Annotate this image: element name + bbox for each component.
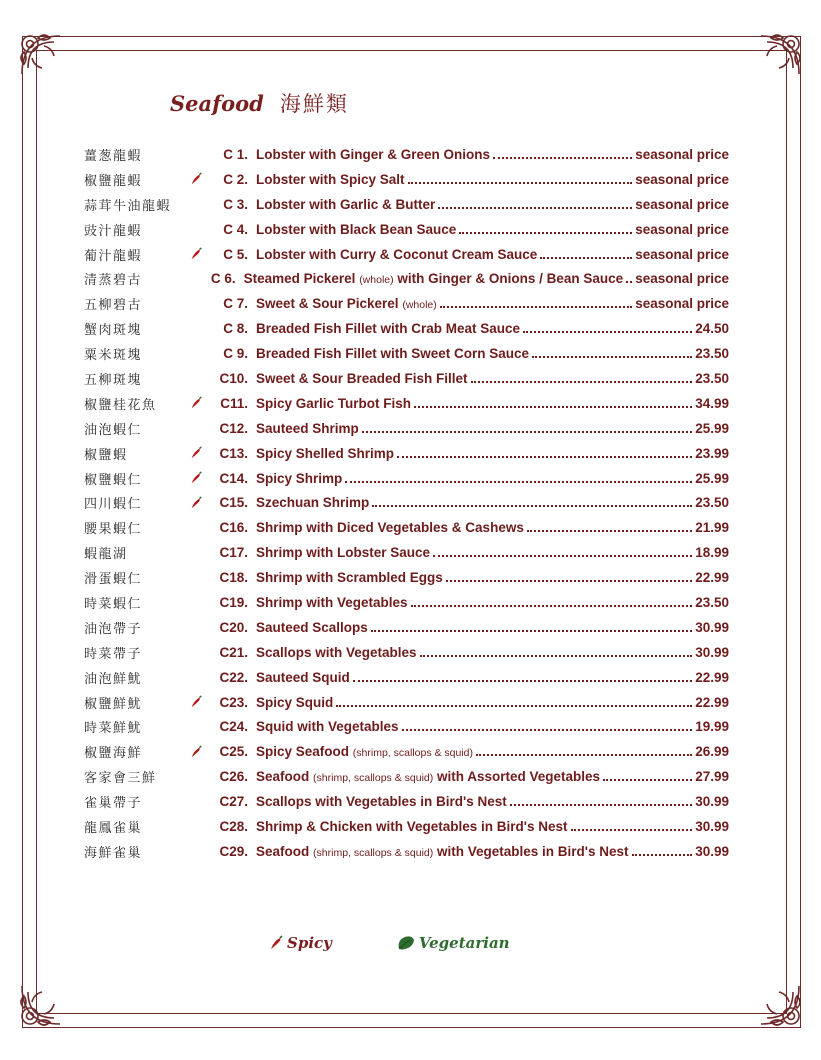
- item-name-continued: with Ginger & Onions / Bean Sauce: [397, 271, 624, 287]
- corner-ornament-icon: [14, 28, 68, 82]
- dot-leader: [440, 306, 632, 308]
- spicy-slot: [176, 271, 198, 287]
- item-name: Shrimp & Chicken with Vegetables in Bird's Nest: [256, 818, 568, 834]
- item-description: [256, 321, 729, 336]
- dot-leader: [540, 257, 632, 259]
- item-description: [256, 595, 729, 610]
- title-chinese: 海鮮類: [279, 92, 349, 116]
- item-name: Lobster with Garlic & Butter: [256, 196, 436, 212]
- menu-item-row: [84, 217, 729, 242]
- legend-spicy: [268, 934, 332, 952]
- item-code: C20.: [219, 619, 248, 635]
- item-chinese-name: 椒鹽蝦: [84, 447, 128, 463]
- item-price: 30.99: [695, 818, 729, 834]
- dot-leader: [433, 555, 692, 557]
- item-chinese-name: 時菜鮮魷: [84, 721, 143, 737]
- item-chinese-name: 薑葱龍蝦: [84, 148, 143, 164]
- item-code: C27.: [219, 794, 248, 810]
- spicy-slot: [184, 346, 208, 362]
- leaf-icon: [396, 934, 416, 952]
- item-price: 22.99: [695, 669, 729, 685]
- item-name: Shrimp with Scrambled Eggs: [256, 570, 443, 586]
- chili-pepper-icon: [184, 470, 208, 486]
- item-price: 22.99: [695, 694, 729, 710]
- item-code: C14.: [219, 470, 248, 486]
- item-description: [256, 421, 729, 436]
- item-price: 25.99: [695, 470, 729, 486]
- dot-leader: [471, 381, 693, 383]
- item-code: C15.: [219, 495, 248, 511]
- item-price: 23.50: [695, 594, 729, 610]
- item-name: Shrimp with Vegetables: [256, 594, 408, 610]
- item-name: Lobster with Black Bean Sauce: [256, 221, 457, 237]
- menu-item-row: [84, 242, 729, 267]
- item-note: (whole): [359, 274, 394, 287]
- item-code: C18.: [219, 570, 248, 586]
- item-code: C22.: [219, 669, 248, 685]
- dot-leader: [523, 331, 692, 333]
- item-chinese-name: 雀巢帶子: [84, 796, 143, 812]
- spicy-slot: [184, 769, 208, 785]
- menu-list: [84, 142, 729, 864]
- dot-leader: [414, 406, 692, 408]
- item-chinese-name: 四川蝦仁: [84, 497, 143, 513]
- dot-leader: [532, 356, 692, 358]
- item-chinese-name: 五柳碧古: [84, 298, 143, 314]
- item-code: C25.: [219, 744, 248, 760]
- dot-leader: [571, 829, 693, 831]
- spicy-slot: [184, 196, 208, 212]
- item-name: Squid with Vegetables: [256, 719, 399, 735]
- chili-pepper-icon: [184, 395, 208, 411]
- menu-item-row: [84, 341, 729, 366]
- item-chinese-name: 蝦龍湖: [84, 547, 128, 563]
- menu-item-row: [84, 640, 729, 665]
- item-price: seasonal price: [635, 221, 729, 237]
- item-description: [256, 495, 729, 510]
- dot-leader: [371, 630, 692, 632]
- corner-ornament-icon: [753, 28, 807, 82]
- spicy-slot: [184, 719, 208, 735]
- dot-leader: [408, 182, 633, 184]
- dot-leader: [345, 481, 692, 483]
- item-description: [256, 719, 729, 734]
- item-code: C 2.: [223, 171, 248, 187]
- menu-item-row: [84, 665, 729, 690]
- item-chinese-name: 腰果蝦仁: [84, 522, 143, 538]
- dot-leader: [336, 705, 692, 707]
- item-chinese-name: 客家會三鮮: [84, 771, 157, 787]
- item-chinese-name: 蟹肉斑塊: [84, 323, 143, 339]
- item-price: 24.50: [695, 321, 729, 337]
- item-code: C21.: [219, 644, 248, 660]
- item-description: [256, 446, 729, 461]
- item-chinese-name: 豉汁龍蝦: [84, 223, 143, 239]
- spicy-slot: [184, 146, 208, 162]
- dot-leader: [632, 854, 693, 856]
- item-code: C13.: [219, 445, 248, 461]
- menu-item-row: [84, 167, 729, 192]
- dot-leader: [603, 779, 692, 781]
- menu-item-row: [84, 142, 729, 167]
- item-description: [256, 247, 729, 262]
- item-price: seasonal price: [635, 296, 729, 312]
- spicy-slot: [184, 420, 208, 436]
- dot-leader: [402, 729, 693, 731]
- item-description: [256, 695, 729, 710]
- dot-leader: [459, 232, 632, 234]
- item-description: [256, 670, 729, 685]
- item-name: Spicy Shrimp: [256, 470, 343, 486]
- item-chinese-name: 椒鹽桂花魚: [84, 397, 157, 413]
- menu-item-row: [84, 391, 729, 416]
- item-price: 23.50: [695, 370, 729, 386]
- item-code: C24.: [219, 719, 248, 735]
- item-note: (shrimp, scallops & squid): [352, 747, 474, 760]
- item-name: Lobster with Spicy Salt: [256, 171, 405, 187]
- menu-item-row: [84, 714, 729, 739]
- item-name: Lobster with Ginger & Green Onions: [256, 146, 491, 162]
- item-name: Seafood: [256, 843, 310, 859]
- menu-item-row: [84, 814, 729, 839]
- item-chinese-name: 五柳斑塊: [84, 372, 143, 388]
- item-description: [256, 222, 729, 237]
- item-name: Spicy Seafood: [256, 744, 350, 760]
- item-code: C10.: [219, 370, 248, 386]
- item-price: 25.99: [695, 420, 729, 436]
- item-code: C28.: [219, 818, 248, 834]
- spicy-slot: [184, 545, 208, 561]
- item-code: C 7.: [223, 296, 248, 312]
- item-chinese-name: 龍鳳雀巢: [84, 820, 143, 836]
- item-chinese-name: 葡汁龍蝦: [84, 248, 143, 264]
- item-price: 19.99: [695, 719, 729, 735]
- item-description: [256, 744, 729, 759]
- item-description: [256, 296, 729, 311]
- item-chinese-name: 時菜蝦仁: [84, 596, 143, 612]
- item-description: [256, 371, 729, 386]
- item-price: seasonal price: [635, 246, 729, 262]
- item-chinese-name: 油泡帶子: [84, 621, 143, 637]
- dot-leader: [476, 754, 692, 756]
- spicy-slot: [184, 370, 208, 386]
- item-chinese-name: 椒鹽蝦仁: [84, 472, 143, 488]
- dot-leader: [397, 456, 692, 458]
- spicy-slot: [184, 296, 208, 312]
- menu-item-row: [84, 540, 729, 565]
- item-code: C 1.: [223, 146, 248, 162]
- item-name: Seafood: [256, 769, 310, 785]
- legend-spicy-label: Spicy: [287, 934, 332, 952]
- item-name: Sauteed Shrimp: [256, 420, 359, 436]
- item-code: C 3.: [223, 196, 248, 212]
- item-name: Szechuan Shrimp: [256, 495, 370, 511]
- item-code: C23.: [219, 694, 248, 710]
- chili-pepper-icon: [184, 246, 208, 262]
- dot-leader: [353, 680, 692, 682]
- item-note: (shrimp, scallops & squid): [313, 846, 434, 859]
- item-chinese-name: 椒鹽海鮮: [84, 746, 143, 762]
- item-note: (shrimp, scallops & squid): [313, 772, 434, 785]
- item-price: 22.99: [695, 570, 729, 586]
- item-chinese-name: 蒜茸牛油龍蝦: [84, 198, 172, 214]
- menu-item-row: [84, 291, 729, 316]
- item-description: [256, 794, 729, 809]
- spicy-slot: [184, 644, 208, 660]
- menu-item-row: [84, 490, 729, 515]
- item-name: Sauteed Scallops: [256, 619, 368, 635]
- item-name: Sweet & Sour Pickerel: [256, 296, 399, 312]
- item-description: [256, 147, 729, 162]
- item-price: seasonal price: [635, 271, 729, 287]
- chili-pepper-icon: [184, 445, 208, 461]
- item-description: [256, 346, 729, 361]
- item-chinese-name: 椒鹽龍蝦: [84, 173, 143, 189]
- item-code: C 6.: [210, 271, 236, 287]
- spicy-slot: [184, 221, 208, 237]
- item-code: C16.: [219, 520, 248, 536]
- item-description: [256, 620, 729, 635]
- item-name: Lobster with Curry & Coconut Cream Sauce: [256, 246, 538, 262]
- menu-item-row: [84, 615, 729, 640]
- item-price: 21.99: [695, 520, 729, 536]
- dot-leader: [362, 431, 692, 433]
- item-description: [256, 819, 729, 834]
- item-name: Scallops with Vegetables: [256, 644, 417, 660]
- item-code: C26.: [219, 769, 248, 785]
- chili-pepper-icon: [184, 171, 208, 187]
- menu-item-row: [84, 316, 729, 341]
- menu-item-row: [84, 192, 729, 217]
- item-price: 30.99: [695, 794, 729, 810]
- item-description: [256, 570, 729, 585]
- menu-item-row: [84, 565, 729, 590]
- dot-leader: [446, 580, 692, 582]
- item-price: seasonal price: [635, 196, 729, 212]
- item-description: [256, 769, 729, 784]
- item-chinese-name: 清蒸碧古: [84, 273, 143, 289]
- item-price: 34.99: [695, 395, 729, 411]
- menu-item-row: [84, 764, 729, 789]
- item-code: C 8.: [223, 321, 248, 337]
- dot-leader: [510, 804, 692, 806]
- menu-item-row: [84, 739, 729, 764]
- item-price: 30.99: [695, 644, 729, 660]
- spicy-slot: [184, 818, 208, 834]
- menu-item-row: [84, 839, 729, 864]
- item-description: [256, 520, 729, 535]
- item-chinese-name: 油泡鮮魷: [84, 671, 143, 687]
- item-description: [256, 197, 729, 212]
- spicy-slot: [184, 594, 208, 610]
- item-description: [244, 271, 729, 286]
- item-code: C11.: [220, 395, 248, 411]
- item-name: Scallops with Vegetables in Bird's Nest: [256, 794, 507, 810]
- item-chinese-name: 油泡蝦仁: [84, 422, 143, 438]
- menu-item-row: [84, 466, 729, 491]
- menu-item-row: [84, 515, 729, 540]
- item-price: 30.99: [695, 843, 729, 859]
- menu-item-row: [84, 266, 729, 291]
- item-name: Sweet & Sour Breaded Fish Fillet: [256, 370, 468, 386]
- item-chinese-name: 滑蛋蝦仁: [84, 572, 143, 588]
- item-description: [256, 645, 729, 660]
- dot-leader: [438, 207, 632, 209]
- item-description: [256, 396, 729, 411]
- item-chinese-name: 海鮮雀巢: [84, 845, 143, 861]
- page-title: [170, 88, 349, 118]
- item-price: 23.50: [695, 346, 729, 362]
- item-price: 26.99: [695, 744, 729, 760]
- corner-ornament-icon: [753, 978, 807, 1032]
- item-code: C19.: [219, 594, 248, 610]
- spicy-slot: [184, 619, 208, 635]
- menu-item-row: [84, 416, 729, 441]
- spicy-slot: [184, 843, 208, 859]
- item-chinese-name: 椒鹽鮮魷: [84, 696, 143, 712]
- item-name: Sauteed Squid: [256, 669, 350, 685]
- item-name: Shrimp with Lobster Sauce: [256, 545, 431, 561]
- item-price: 23.99: [695, 445, 729, 461]
- chili-pepper-icon: [184, 495, 208, 511]
- item-description: [256, 545, 729, 560]
- spicy-slot: [184, 794, 208, 810]
- item-chinese-name: 時菜帶子: [84, 646, 143, 662]
- item-chinese-name: 粟米斑塊: [84, 348, 143, 364]
- menu-item-row: [84, 441, 729, 466]
- chili-pepper-icon: [184, 694, 208, 710]
- item-name: Breaded Fish Fillet with Crab Meat Sauce: [256, 321, 521, 337]
- item-note: (whole): [402, 299, 437, 312]
- spicy-slot: [184, 321, 208, 337]
- item-name: Steamed Pickerel: [243, 271, 356, 287]
- item-name: Shrimp with Diced Vegetables & Cashews: [256, 520, 524, 536]
- chili-pepper-icon: [184, 744, 208, 760]
- menu-item-row: [84, 366, 729, 391]
- item-price: seasonal price: [635, 171, 729, 187]
- dot-leader: [420, 655, 693, 657]
- item-code: C 9.: [223, 346, 248, 362]
- item-description: [256, 172, 729, 187]
- dot-leader: [527, 530, 692, 532]
- corner-ornament-icon: [14, 978, 68, 1032]
- dot-leader: [493, 157, 632, 159]
- item-name-continued: with Vegetables in Bird's Nest: [437, 843, 629, 859]
- item-code: C17.: [219, 545, 248, 561]
- item-price: 23.50: [695, 495, 729, 511]
- chili-pepper-icon: [268, 935, 284, 951]
- item-description: [256, 471, 729, 486]
- menu-item-row: [84, 590, 729, 615]
- legend: [268, 934, 568, 952]
- menu-item-row: [84, 789, 729, 814]
- item-name: Spicy Shelled Shrimp: [256, 445, 395, 461]
- item-price: 18.99: [695, 545, 729, 561]
- item-code: C29.: [219, 843, 248, 859]
- menu-item-row: [84, 690, 729, 715]
- item-code: C 4.: [223, 221, 248, 237]
- item-price: 27.99: [695, 769, 729, 785]
- item-price: seasonal price: [635, 146, 729, 162]
- item-name: Spicy Squid: [256, 694, 334, 710]
- dot-leader: [411, 605, 693, 607]
- item-name: Breaded Fish Fillet with Sweet Corn Sauce: [256, 346, 530, 362]
- item-description: [256, 844, 729, 859]
- title-english: Seafood: [170, 91, 264, 116]
- spicy-slot: [184, 669, 208, 685]
- item-price: 30.99: [695, 619, 729, 635]
- item-name-continued: with Assorted Vegetables: [437, 769, 601, 785]
- legend-vegetarian: [396, 934, 510, 952]
- legend-vegetarian-label: Vegetarian: [418, 934, 510, 952]
- item-name: Spicy Garlic Turbot Fish: [256, 395, 412, 411]
- dot-leader: [626, 281, 632, 283]
- item-code: C12.: [219, 420, 248, 436]
- spicy-slot: [184, 520, 208, 536]
- item-code: C 5.: [223, 246, 248, 262]
- dot-leader: [372, 505, 692, 507]
- spicy-slot: [184, 570, 208, 586]
